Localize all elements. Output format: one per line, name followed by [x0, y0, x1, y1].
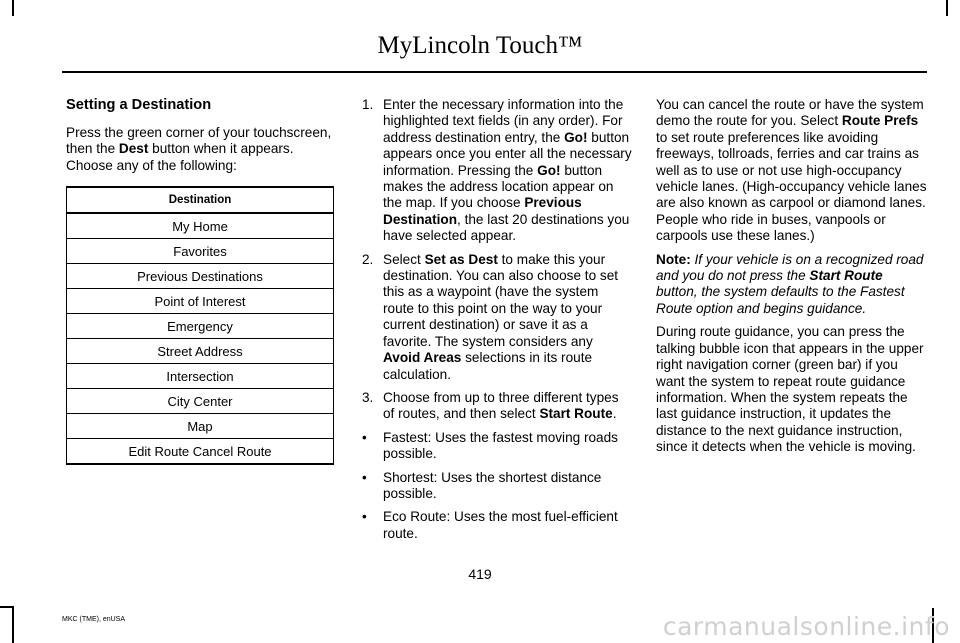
footer-code: MKC (TME), enUSA [62, 616, 126, 623]
text-run: to set route preferences like avoiding freeways, tollroads, ferries and car trains as well as to use or not use high-occupancy vehicle lanes. (High-occupancy vehicle lanes are also known as carpool or diamond lanes. People who ride in buses, vanpools or carpools use these lanes.) [656, 129, 927, 244]
text-run: button appears once you enter all the necessary information. Pressing the [383, 129, 632, 178]
bold-text [809, 268, 882, 283]
table-cell: Street Address [67, 339, 334, 364]
list-item [362, 509, 632, 542]
bold-text: Previous Destination [383, 195, 582, 227]
crop-mark-top-right [946, 0, 948, 16]
text-run: Select [383, 251, 425, 267]
list-item [362, 470, 632, 503]
list-marker: • [362, 429, 367, 445]
crop-mark-bottom-left-v [12, 606, 14, 643]
list-item [362, 390, 632, 423]
list-marker: • [362, 469, 367, 485]
table-cell: Emergency [67, 314, 334, 339]
right-column [656, 97, 928, 463]
text-run: button makes the address location appear on the map. If you choose [383, 162, 614, 211]
table-cell: Map [67, 414, 334, 439]
table-row [67, 414, 334, 439]
list-item [362, 430, 632, 463]
text-run: Enter the necessary information into the highlighted text fields (in any order). For address destination entry, the [383, 97, 624, 145]
bold-text: Note: [656, 251, 691, 267]
paragraph [656, 324, 928, 455]
text-run: button when it appears. Choose any of the following: [66, 141, 294, 173]
watermark: carmanualsonline.info [662, 612, 950, 641]
steps-list [362, 97, 632, 549]
table-row [67, 389, 334, 414]
table-cell: Point of Interest [67, 289, 334, 314]
text-run: Fastest: Uses the fastest moving roads possible. [383, 429, 618, 462]
bold-text: Dest [118, 141, 149, 157]
list-marker: • [362, 509, 367, 525]
italic-text: button, the system defaults to the Fastest Route option and begins guidance. [656, 284, 905, 316]
page-header-title: MyLincoln Touch™ [377, 32, 583, 59]
destination-table-body [67, 213, 334, 464]
text-run: Eco Route: Uses the most fuel-efficient route. [383, 509, 618, 541]
list-marker: 1. [362, 97, 374, 112]
destination-table [66, 186, 334, 465]
text-run: Press the green corner of your touchscreen, then the [66, 125, 332, 157]
text-run: selections in its route calculation. [383, 350, 593, 382]
bold-italic-text: Start Route [809, 268, 883, 284]
bold-text: Set as Dest [424, 251, 498, 267]
list-marker: 3. [362, 389, 374, 405]
bold-text: Go! [537, 162, 561, 178]
text-run: . [612, 406, 617, 422]
text-run: Choose from up to three different types of routes, and then select [383, 389, 619, 422]
paragraph [656, 252, 928, 318]
bold-text: Go! [564, 129, 588, 145]
crop-mark-bottom-left-h [0, 606, 14, 608]
table-row [67, 364, 334, 389]
table-row [67, 264, 334, 289]
list-item [362, 97, 632, 245]
table-row [67, 289, 334, 314]
table-header: Destination [67, 187, 334, 213]
table-row [67, 213, 334, 239]
list-item [362, 252, 632, 383]
intro-paragraph [66, 125, 341, 174]
text-run: You can cancel the route or have the system demo the route for you. Select [656, 97, 924, 129]
list-marker: 2. [362, 251, 374, 267]
page-number: 419 [468, 566, 492, 582]
bold-text: Route Prefs [841, 113, 919, 129]
table-cell: Favorites [67, 239, 334, 264]
bold-text: Avoid Areas [383, 350, 462, 366]
text-run: During route guidance, you can press the talking bubble icon that appears in the upper right navigation corner (green bar) if you want the system to repeat route guidance information. When the system repeats the last guidance instruction, it updates the distance to the next guidance instruction, since it detects when the vehicle is moving. [656, 324, 924, 455]
table-row [67, 239, 334, 264]
header-divider [62, 71, 927, 73]
text-run: Shortest: Uses the shortest distance possible. [383, 469, 602, 501]
table-cell: Previous Destinations [67, 264, 334, 289]
table-cell: My Home [67, 213, 334, 239]
table-cell: City Center [67, 389, 334, 414]
table-row [67, 439, 334, 465]
italic-text: If your vehicle is on a recognized road and you do not press the [656, 251, 924, 284]
bold-text: Start Route [539, 406, 613, 422]
table-cell: Edit Route Cancel Route [67, 439, 334, 465]
text-run: to make this your destination. You can also choose to set this as a waypoint (have the system route to this point on the way to your current destination) or save it as a favorite. The system considers any [383, 251, 619, 349]
section-title: Setting a Destination [66, 97, 212, 113]
table-row [67, 314, 334, 339]
crop-mark-top-left [12, 0, 14, 16]
paragraph [656, 97, 928, 245]
table-row [67, 339, 334, 364]
table-cell: Intersection [67, 364, 334, 389]
text-run: , the last 20 destinations you have selected appear. [383, 211, 630, 244]
